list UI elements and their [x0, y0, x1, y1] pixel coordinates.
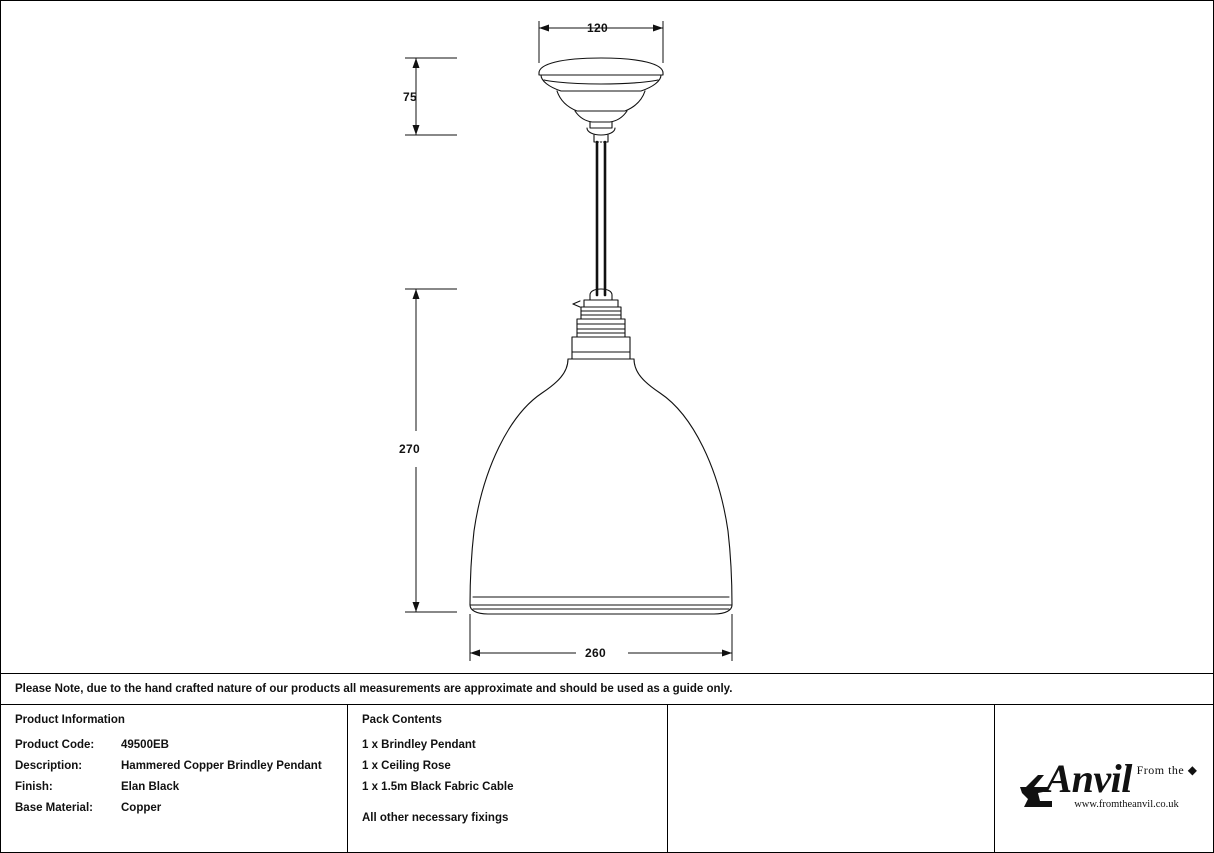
product-information-panel	[1, 705, 348, 853]
pack-contents-title: Pack Contents	[362, 714, 442, 726]
dimension-width-top: 120	[587, 21, 608, 35]
spec-label-finish: Finish:	[15, 781, 53, 793]
disclaimer-text: Please Note, due to the hand crafted nature of our products all measurements are approximate and should be used as a guide only.	[15, 683, 733, 695]
spec-value-base-material: Copper	[121, 802, 162, 814]
spec-label-description: Description:	[15, 760, 83, 772]
spec-row-product-code	[15, 735, 347, 756]
spec-row-description	[15, 756, 347, 777]
pendant-drawing-svg	[1, 1, 1214, 673]
brand-logo	[1012, 757, 1212, 810]
spec-row-finish	[15, 777, 347, 798]
info-panels	[1, 705, 1214, 853]
dimension-height-rose: 75	[403, 90, 417, 104]
pack-contents-spacer	[362, 798, 667, 808]
pack-contents-line: 1 x Brindley Pendant	[362, 739, 476, 751]
dimension-height-shade: 270	[399, 442, 420, 456]
logo-website-url: www.fromtheanvil.co.uk	[1074, 799, 1179, 810]
anvil-icon	[1018, 771, 1064, 815]
logo-from-the-text	[1137, 763, 1198, 778]
product-information-title: Product Information	[15, 714, 125, 726]
pack-contents-line: 1 x 1.5m Black Fabric Cable	[362, 781, 514, 793]
diamond-icon: ◆	[1187, 763, 1198, 777]
pack-contents-line: 1 x Ceiling Rose	[362, 760, 451, 772]
dimension-width-bottom: 260	[585, 646, 606, 660]
brand-logo-panel	[995, 705, 1214, 853]
spec-value-product-code: 49500EB	[121, 739, 169, 751]
blank-panel	[668, 705, 995, 853]
pack-contents-panel	[348, 705, 668, 853]
spec-value-finish: Elan Black	[121, 781, 180, 793]
logo-anvil-wordmark: Anvil	[1045, 756, 1132, 801]
spec-row-base-material	[15, 798, 347, 819]
product-drawing	[1, 1, 1214, 673]
pack-contents-footer: All other necessary fixings	[362, 812, 509, 824]
disclaimer-bar	[1, 673, 1214, 705]
spec-label-product-code: Product Code:	[15, 739, 95, 751]
spec-value-description: Hammered Copper Brindley Pendant	[121, 760, 322, 772]
spec-label-base-material: Base Material:	[15, 802, 93, 814]
logo-from-the-label: From the	[1136, 763, 1185, 777]
